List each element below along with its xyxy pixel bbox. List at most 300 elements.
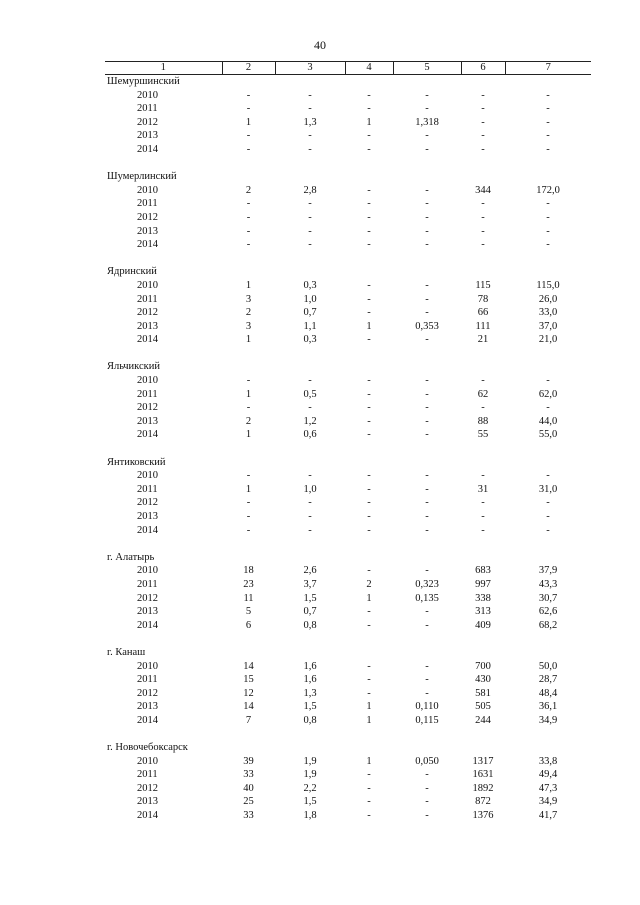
year-cell: 2014 xyxy=(137,239,158,251)
year-cell: 2014 xyxy=(137,810,158,822)
value-cell-col2: 14 xyxy=(243,701,254,713)
value-cell-col3: 0,3 xyxy=(303,279,317,291)
value-cell-col4: 1 xyxy=(366,755,372,767)
table-row xyxy=(105,143,591,157)
value-cell-col5: - xyxy=(425,211,429,223)
value-cell-col5: - xyxy=(425,565,429,577)
group-spacer xyxy=(105,252,591,266)
value-cell-col7: - xyxy=(546,211,550,223)
value-cell-col3: 0,3 xyxy=(303,334,317,346)
value-cell-col2: - xyxy=(246,143,251,155)
value-cell-col6: 88 xyxy=(477,415,489,427)
year-cell: 2010 xyxy=(137,89,158,101)
value-cell-col4: - xyxy=(367,198,371,210)
value-cell-col5: - xyxy=(425,687,429,699)
value-cell-col6: - xyxy=(481,130,485,142)
value-cell-col3: 2,8 xyxy=(303,184,317,196)
value-cell-col7: 31,0 xyxy=(538,483,558,495)
value-cell-col6: 78 xyxy=(477,293,489,305)
value-cell-col7: 41,7 xyxy=(538,810,558,822)
value-cell-col7: 50,0 xyxy=(538,660,558,672)
table-row xyxy=(105,415,591,429)
value-cell-col4: - xyxy=(367,619,371,631)
value-cell-col5: - xyxy=(425,89,429,101)
district-name: Яльчикский xyxy=(107,361,160,373)
column-header-3: 3 xyxy=(275,62,345,75)
value-cell-col4: - xyxy=(367,497,371,509)
value-cell-col5: - xyxy=(425,143,429,155)
table-row xyxy=(105,184,591,198)
value-cell-col4: - xyxy=(367,810,371,822)
value-cell-col7: 26,0 xyxy=(538,293,558,305)
value-cell-col3: 0,7 xyxy=(303,606,317,618)
year-cell: 2014 xyxy=(137,714,158,726)
value-cell-col3: - xyxy=(308,89,312,101)
value-cell-col5: - xyxy=(425,524,429,536)
value-cell-col2: 25 xyxy=(243,796,254,808)
value-cell-col7: 34,9 xyxy=(538,796,558,808)
table-row xyxy=(105,564,591,578)
value-cell-col5: - xyxy=(425,415,429,427)
table-row xyxy=(105,293,591,307)
value-cell-col5: 1,318 xyxy=(415,116,439,128)
value-cell-col7: 55,0 xyxy=(538,429,558,441)
table-row xyxy=(105,687,591,701)
value-cell-col3: 2,2 xyxy=(303,782,317,794)
value-cell-col3: - xyxy=(308,225,312,237)
value-cell-col3: 1,3 xyxy=(303,116,317,128)
value-cell-col5: - xyxy=(425,198,429,210)
value-cell-col6: 31 xyxy=(477,483,489,495)
value-cell-col5: 0,353 xyxy=(415,320,439,332)
year-cell: 2012 xyxy=(137,782,158,794)
value-cell-col2: 6 xyxy=(245,619,252,631)
group-spacer xyxy=(105,728,591,742)
table-row xyxy=(105,320,591,334)
value-cell-col2: 1 xyxy=(245,279,252,291)
value-cell-col2: 18 xyxy=(243,565,254,577)
table-row xyxy=(105,238,591,252)
value-cell-col3: - xyxy=(308,402,312,414)
value-cell-col6: 244 xyxy=(475,714,491,726)
value-cell-col3: - xyxy=(308,211,312,223)
value-cell-col4: - xyxy=(367,687,371,699)
group-header-row xyxy=(105,646,591,660)
value-cell-col6: - xyxy=(481,239,485,251)
table-row xyxy=(105,197,591,211)
page-number: 40 xyxy=(314,38,326,52)
group-header-row xyxy=(105,170,591,184)
value-cell-col3: 1,1 xyxy=(303,320,317,332)
value-cell-col3: - xyxy=(308,143,312,155)
value-cell-col2: 12 xyxy=(243,687,254,699)
value-cell-col7: - xyxy=(546,511,550,522)
table-row xyxy=(105,673,591,687)
group-spacer xyxy=(105,537,591,551)
value-cell-col4: - xyxy=(367,184,371,196)
value-cell-col6: 872 xyxy=(475,796,491,808)
value-cell-col6: 55 xyxy=(477,429,489,441)
table-row xyxy=(105,225,591,239)
year-cell: 2013 xyxy=(137,225,158,237)
value-cell-col2: 3 xyxy=(245,320,252,332)
value-cell-col5: - xyxy=(425,334,429,346)
table-row xyxy=(105,388,591,402)
value-cell-col6: 1631 xyxy=(472,769,494,781)
value-cell-col7: - xyxy=(546,497,550,509)
table-row xyxy=(105,469,591,483)
value-cell-col3: 2,6 xyxy=(303,565,317,577)
value-cell-col5: - xyxy=(425,511,429,522)
value-cell-col5: - xyxy=(425,103,429,115)
column-header-2: 2 xyxy=(222,62,275,75)
value-cell-col7: 49,4 xyxy=(538,769,558,781)
value-cell-col7: 48,4 xyxy=(538,687,558,699)
year-cell: 2014 xyxy=(137,334,158,346)
value-cell-col4: - xyxy=(367,415,371,427)
value-cell-col7: 43,3 xyxy=(538,578,558,590)
value-cell-col4: - xyxy=(367,103,371,115)
value-cell-col3: - xyxy=(308,470,312,482)
value-cell-col6: 700 xyxy=(475,660,491,672)
group-spacer xyxy=(105,632,591,646)
value-cell-col5: - xyxy=(425,606,429,618)
value-cell-col6: - xyxy=(481,89,485,101)
value-cell-col4: - xyxy=(367,565,371,577)
value-cell-col6: 1317 xyxy=(472,755,494,767)
value-cell-col6: - xyxy=(481,143,485,155)
value-cell-col4: - xyxy=(367,211,371,223)
value-cell-col6: - xyxy=(481,497,485,509)
value-cell-col3: 3,7 xyxy=(303,578,317,590)
value-cell-col7: 21,0 xyxy=(538,334,558,346)
value-cell-col6: 344 xyxy=(475,184,491,196)
group-header-row xyxy=(105,741,591,755)
value-cell-col7: - xyxy=(546,116,550,128)
value-cell-col2: - xyxy=(246,89,251,101)
year-cell: 2013 xyxy=(137,511,158,522)
year-cell: 2012 xyxy=(137,402,158,414)
value-cell-col5: - xyxy=(425,239,429,251)
value-cell-col6: - xyxy=(481,511,485,522)
district-name: Ядринский xyxy=(107,266,157,278)
value-cell-col2: 3 xyxy=(245,293,252,305)
value-cell-col7: 37,9 xyxy=(538,565,558,577)
value-cell-col2: - xyxy=(246,524,251,536)
value-cell-col2: - xyxy=(246,211,251,223)
value-cell-col6: - xyxy=(481,198,485,210)
value-cell-col2: - xyxy=(246,239,251,251)
value-cell-col3: - xyxy=(308,497,312,509)
year-cell: 2012 xyxy=(137,307,158,319)
table-row xyxy=(105,768,591,782)
value-cell-col3: - xyxy=(308,511,312,522)
value-cell-col7: 37,0 xyxy=(538,320,558,332)
value-cell-col3: 1,6 xyxy=(303,660,317,672)
year-cell: 2012 xyxy=(137,211,158,223)
value-cell-col6: 1376 xyxy=(472,810,494,822)
value-cell-col6: 997 xyxy=(475,578,491,590)
value-cell-col7: 47,3 xyxy=(538,782,558,794)
value-cell-col3: - xyxy=(308,524,312,536)
value-cell-col6: 1892 xyxy=(472,782,494,794)
value-cell-col2: 5 xyxy=(245,606,252,618)
value-cell-col2: - xyxy=(246,511,251,522)
header-row xyxy=(105,62,591,75)
value-cell-col4: - xyxy=(367,334,371,346)
year-cell: 2012 xyxy=(137,116,158,128)
value-cell-col3: 1,2 xyxy=(303,415,317,427)
value-cell-col4: - xyxy=(367,279,371,291)
year-cell: 2011 xyxy=(137,388,158,400)
value-cell-col2: 39 xyxy=(243,755,254,767)
value-cell-col6: 62 xyxy=(477,388,489,400)
year-cell: 2010 xyxy=(137,184,158,196)
value-cell-col3: 1,5 xyxy=(303,796,317,808)
year-cell: 2011 xyxy=(137,103,158,115)
value-cell-col7: 36,1 xyxy=(538,701,558,713)
statistics-table xyxy=(105,61,591,823)
value-cell-col6: - xyxy=(481,116,485,128)
group-spacer xyxy=(105,157,591,171)
value-cell-col6: - xyxy=(481,211,485,223)
value-cell-col7: 30,7 xyxy=(538,592,558,604)
table-row xyxy=(105,809,591,823)
value-cell-col4: 2 xyxy=(366,578,372,590)
table-body xyxy=(105,75,591,823)
value-cell-col5: - xyxy=(425,470,429,482)
value-cell-col4: - xyxy=(367,130,371,142)
value-cell-col4: - xyxy=(367,782,371,794)
year-cell: 2011 xyxy=(137,674,158,686)
value-cell-col4: 1 xyxy=(366,701,372,713)
year-cell: 2013 xyxy=(137,796,158,808)
year-cell: 2010 xyxy=(137,375,158,387)
value-cell-col6: 409 xyxy=(475,619,491,631)
year-cell: 2010 xyxy=(137,565,158,577)
value-cell-col2: 1 xyxy=(245,116,252,128)
table-row xyxy=(105,619,591,633)
value-cell-col7: 172,0 xyxy=(536,184,560,196)
value-cell-col3: - xyxy=(308,239,312,251)
value-cell-col3: 1,9 xyxy=(303,769,317,781)
year-cell: 2014 xyxy=(137,619,158,631)
year-cell: 2010 xyxy=(137,470,158,482)
value-cell-col6: 430 xyxy=(475,674,491,686)
value-cell-col6: - xyxy=(481,225,485,237)
table-row xyxy=(105,333,591,347)
year-cell: 2011 xyxy=(137,293,158,305)
value-cell-col3: 0,5 xyxy=(303,388,317,400)
group-spacer xyxy=(105,347,591,361)
value-cell-col2: 2 xyxy=(245,307,252,319)
value-cell-col7: - xyxy=(546,198,550,210)
year-cell: 2014 xyxy=(137,143,158,155)
value-cell-col2: 33 xyxy=(243,810,254,822)
value-cell-col4: - xyxy=(367,470,371,482)
value-cell-col5: - xyxy=(425,388,429,400)
table-row xyxy=(105,660,591,674)
value-cell-col5: - xyxy=(425,293,429,305)
table-row xyxy=(105,755,591,769)
value-cell-col2: - xyxy=(246,103,251,115)
table-row xyxy=(105,129,591,143)
value-cell-col4: - xyxy=(367,511,371,522)
value-cell-col3: 1,0 xyxy=(303,483,317,495)
value-cell-col2: - xyxy=(246,497,251,509)
table-row xyxy=(105,714,591,728)
table-row xyxy=(105,306,591,320)
value-cell-col7: - xyxy=(546,239,550,251)
value-cell-col7: - xyxy=(546,375,550,387)
year-cell: 2013 xyxy=(137,320,158,332)
value-cell-col7: 34,9 xyxy=(538,714,558,726)
year-cell: 2011 xyxy=(137,769,158,781)
value-cell-col2: 2 xyxy=(245,184,252,196)
table-row xyxy=(105,211,591,225)
group-header-row xyxy=(105,75,591,89)
value-cell-col6: 115 xyxy=(475,279,491,291)
value-cell-col3: 0,6 xyxy=(303,429,317,441)
value-cell-col7: - xyxy=(546,103,550,115)
table-row xyxy=(105,496,591,510)
group-header-row xyxy=(105,265,591,279)
value-cell-col4: - xyxy=(367,660,371,672)
column-header-7: 7 xyxy=(505,62,591,75)
value-cell-col5: - xyxy=(425,497,429,509)
table-row xyxy=(105,510,591,524)
value-cell-col6: 581 xyxy=(475,687,491,699)
value-cell-col7: - xyxy=(546,470,550,482)
year-cell: 2010 xyxy=(137,660,158,672)
value-cell-col6: 338 xyxy=(475,592,491,604)
table-row xyxy=(105,102,591,116)
value-cell-col7: 62,0 xyxy=(538,388,558,400)
value-cell-col6: 111 xyxy=(475,320,491,332)
year-cell: 2010 xyxy=(137,755,158,767)
value-cell-col7: 115,0 xyxy=(536,279,560,291)
value-cell-col2: 1 xyxy=(245,388,252,400)
group-header-row xyxy=(105,360,591,374)
value-cell-col3: 0,7 xyxy=(303,307,317,319)
value-cell-col4: - xyxy=(367,388,371,400)
value-cell-col4: - xyxy=(367,429,371,441)
value-cell-col4: - xyxy=(367,143,371,155)
table-row xyxy=(105,592,591,606)
value-cell-col4: - xyxy=(367,524,371,536)
year-cell: 2013 xyxy=(137,130,158,142)
year-cell: 2014 xyxy=(137,429,158,441)
value-cell-col2: 33 xyxy=(243,769,254,781)
value-cell-col2: 23 xyxy=(243,578,254,590)
value-cell-col3: - xyxy=(308,130,312,142)
district-name: Шемуршинский xyxy=(107,76,180,87)
value-cell-col2: 11 xyxy=(243,592,254,604)
value-cell-col5: 0,323 xyxy=(415,578,439,590)
group-header-row xyxy=(105,456,591,470)
value-cell-col3: 1,5 xyxy=(303,701,317,713)
value-cell-col5: - xyxy=(425,619,429,631)
value-cell-col2: 14 xyxy=(243,660,254,672)
value-cell-col4: - xyxy=(367,293,371,305)
value-cell-col2: - xyxy=(246,225,251,237)
column-header-4: 4 xyxy=(345,62,393,75)
value-cell-col2: 1 xyxy=(245,334,252,346)
value-cell-col6: 505 xyxy=(475,701,491,713)
value-cell-col6: 21 xyxy=(477,334,489,346)
value-cell-col6: - xyxy=(481,470,485,482)
column-header-5: 5 xyxy=(393,62,461,75)
table-row xyxy=(105,700,591,714)
table-row xyxy=(105,374,591,388)
value-cell-col4: 1 xyxy=(366,320,372,332)
column-header-1: 1 xyxy=(105,62,222,75)
table-row xyxy=(105,279,591,293)
value-cell-col5: - xyxy=(425,674,429,686)
value-cell-col3: - xyxy=(308,375,312,387)
table-row xyxy=(105,483,591,497)
value-cell-col7: - xyxy=(546,143,550,155)
value-cell-col7: - xyxy=(546,130,550,142)
value-cell-col6: - xyxy=(481,103,485,115)
value-cell-col6: - xyxy=(481,375,485,387)
group-header-row xyxy=(105,551,591,565)
value-cell-col2: - xyxy=(246,130,251,142)
value-cell-col2: 1 xyxy=(245,483,252,495)
value-cell-col7: 33,8 xyxy=(538,755,558,767)
value-cell-col4: - xyxy=(367,239,371,251)
table-row xyxy=(105,578,591,592)
year-cell: 2012 xyxy=(137,497,158,509)
value-cell-col3: 1,3 xyxy=(303,687,317,699)
value-cell-col5: - xyxy=(425,130,429,142)
value-cell-col3: 1,5 xyxy=(303,592,317,604)
value-cell-col4: - xyxy=(367,483,371,495)
value-cell-col2: - xyxy=(246,375,251,387)
year-cell: 2013 xyxy=(137,415,158,427)
value-cell-col3: 1,6 xyxy=(303,674,317,686)
value-cell-col6: 683 xyxy=(475,565,491,577)
value-cell-col5: - xyxy=(425,375,429,387)
table-row xyxy=(105,401,591,415)
value-cell-col2: 40 xyxy=(243,782,254,794)
year-cell: 2012 xyxy=(137,687,158,699)
value-cell-col7: - xyxy=(546,402,550,414)
value-cell-col5: 0,050 xyxy=(415,755,439,767)
value-cell-col7: - xyxy=(546,524,550,536)
value-cell-col4: - xyxy=(367,402,371,414)
value-cell-col5: - xyxy=(425,782,429,794)
value-cell-col5: 0,115 xyxy=(415,714,439,726)
district-name: Шумерлинский xyxy=(107,171,177,183)
value-cell-col4: - xyxy=(367,225,371,237)
value-cell-col3: 1,0 xyxy=(303,293,317,305)
value-cell-col4: 1 xyxy=(366,714,372,726)
value-cell-col4: - xyxy=(367,89,371,101)
table-row xyxy=(105,116,591,130)
value-cell-col5: - xyxy=(425,279,429,291)
table-row xyxy=(105,524,591,538)
value-cell-col4: - xyxy=(367,606,371,618)
column-header-6: 6 xyxy=(461,62,505,75)
value-cell-col5: - xyxy=(425,660,429,672)
value-cell-col5: - xyxy=(425,769,429,781)
value-cell-col5: 0,110 xyxy=(415,701,439,713)
year-cell: 2013 xyxy=(137,701,158,713)
year-cell: 2012 xyxy=(137,592,158,604)
value-cell-col5: 0,135 xyxy=(415,592,439,604)
year-cell: 2011 xyxy=(137,578,158,590)
